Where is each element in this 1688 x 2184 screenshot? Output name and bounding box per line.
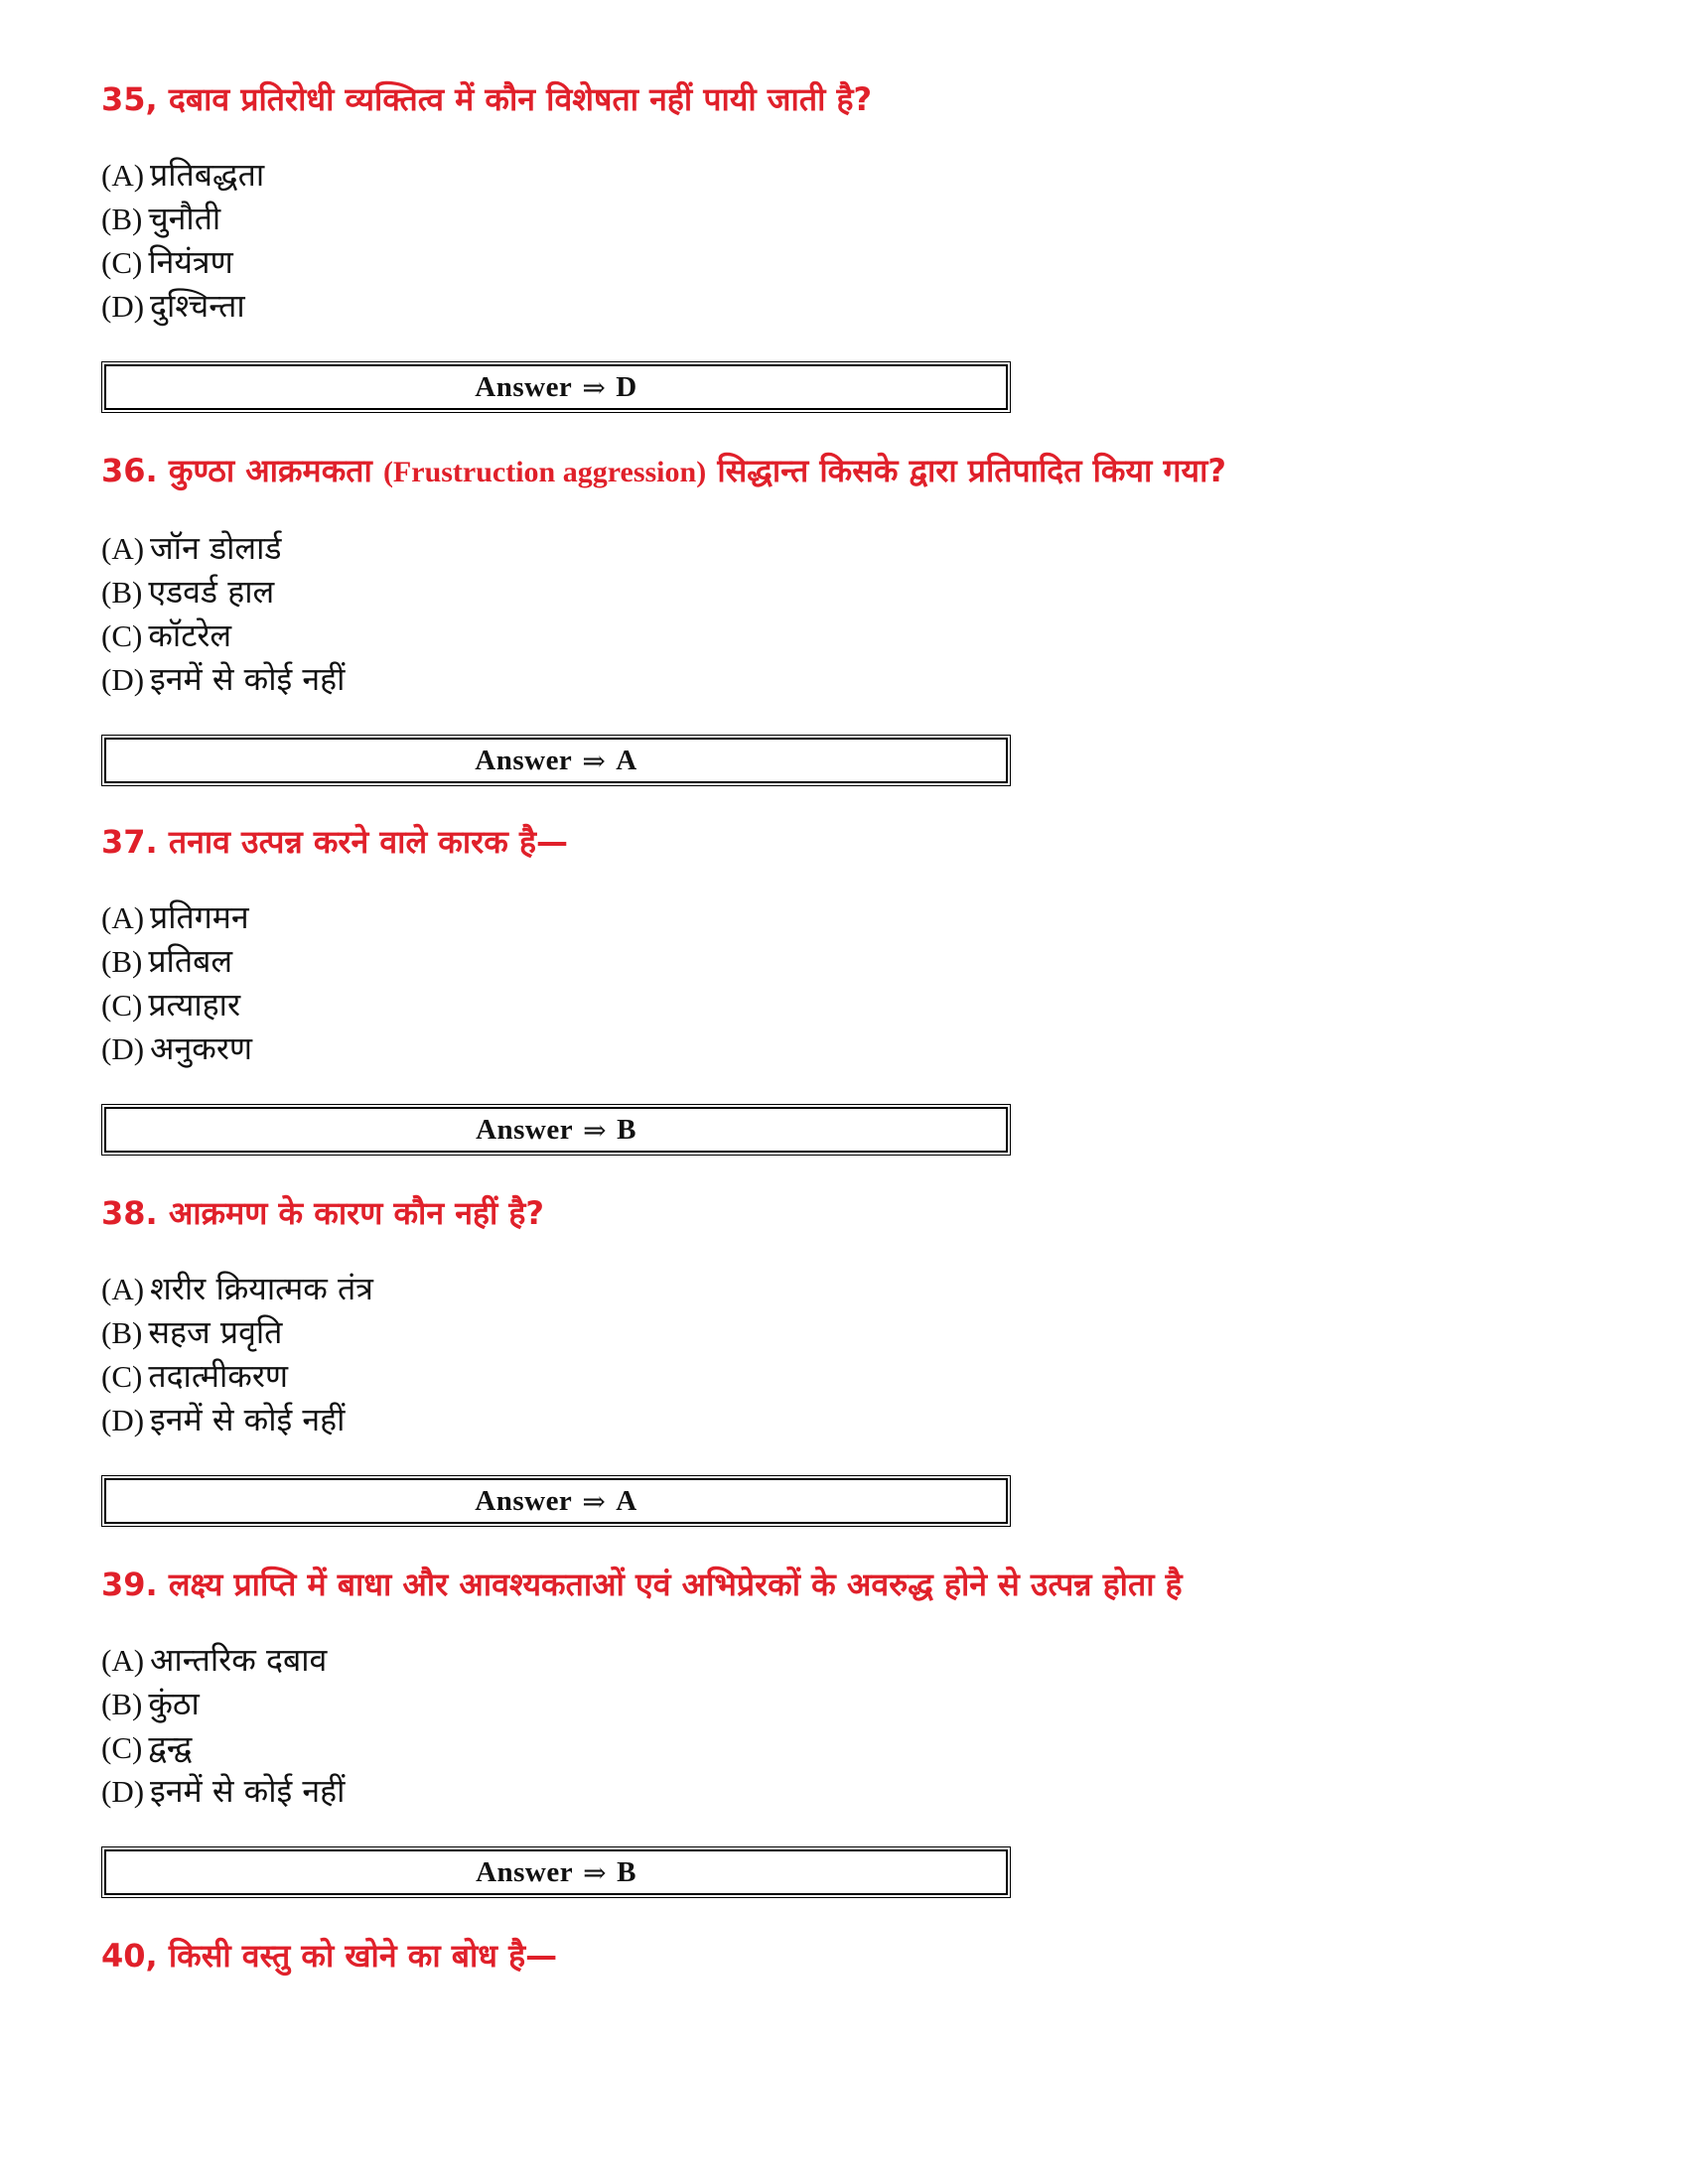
option-text: इनमें से कोई नहीं xyxy=(150,660,346,698)
answer-box xyxy=(101,1104,1011,1156)
option-text: प्रतिबल xyxy=(148,942,233,980)
question-block-37 xyxy=(101,822,1591,1156)
option-b xyxy=(101,1310,1591,1354)
answer-box xyxy=(101,735,1011,786)
option-key: (B) xyxy=(101,1687,143,1721)
question-text: किसी वस्तु को खोने का बोध है— xyxy=(168,1937,558,1975)
option-key: (A) xyxy=(101,1272,145,1306)
option-a xyxy=(101,895,1591,939)
option-text: प्रत्याहार xyxy=(148,986,241,1024)
option-text: दुश्चिन्ता xyxy=(150,287,245,325)
option-key: (C) xyxy=(101,1359,143,1394)
option-text: द्वन्द्व xyxy=(148,1728,193,1766)
answer-label: Answer xyxy=(476,1855,574,1888)
question-block-38 xyxy=(101,1193,1591,1527)
option-a xyxy=(101,153,1591,197)
question-number: 37. xyxy=(101,823,158,861)
option-d xyxy=(101,1398,1591,1441)
option-key: (A) xyxy=(101,158,145,193)
option-b xyxy=(101,197,1591,240)
question-block-40 xyxy=(101,1936,1591,1976)
implies-arrow-icon: ⇒ xyxy=(583,1113,608,1147)
options-list xyxy=(101,1638,1591,1813)
option-text: अनुकरण xyxy=(150,1029,253,1067)
option-text: आन्तरिक दबाव xyxy=(150,1641,328,1679)
option-b xyxy=(101,939,1591,983)
option-text: प्रतिबद्धता xyxy=(150,156,265,194)
question-number: 39. xyxy=(101,1566,158,1603)
answer-value: D xyxy=(616,370,637,403)
option-key: (B) xyxy=(101,202,143,236)
question-38 xyxy=(101,1193,1591,1233)
question-number: 35, xyxy=(101,80,158,118)
implies-arrow-icon: ⇒ xyxy=(582,370,607,404)
options-list xyxy=(101,526,1591,701)
option-key: (A) xyxy=(101,1643,145,1678)
question-text: दबाव प्रतिरोधी व्यक्तित्व में कौन विशेषता नहीं पायी जाती है? xyxy=(168,80,873,118)
answer-value: B xyxy=(617,1113,636,1146)
question-block-35 xyxy=(101,79,1591,413)
option-key: (B) xyxy=(101,944,143,979)
option-a xyxy=(101,1267,1591,1310)
option-key: (D) xyxy=(101,289,145,324)
answer-value: B xyxy=(617,1855,636,1888)
option-text: कुंठा xyxy=(148,1685,200,1722)
option-text: तदात्मीकरण xyxy=(148,1357,289,1395)
option-key: (B) xyxy=(101,575,143,610)
answer-label: Answer xyxy=(476,1113,574,1146)
question-number: 40, xyxy=(101,1937,158,1975)
option-key: (D) xyxy=(101,1031,145,1066)
answer-label: Answer xyxy=(475,1484,573,1517)
option-a xyxy=(101,1638,1591,1682)
option-text: शरीर क्रियात्मक तंत्र xyxy=(150,1270,373,1307)
option-c xyxy=(101,614,1591,657)
answer-label: Answer xyxy=(475,744,573,776)
implies-arrow-icon: ⇒ xyxy=(582,1484,607,1518)
option-key: (C) xyxy=(101,245,143,280)
option-b xyxy=(101,570,1591,614)
option-key: (B) xyxy=(101,1315,143,1350)
answer-box xyxy=(101,1846,1011,1898)
option-key: (D) xyxy=(101,662,145,697)
option-d xyxy=(101,657,1591,701)
question-text: सिद्धान्त किसके द्वारा प्रतिपादित किया गया? xyxy=(717,452,1226,489)
question-36 xyxy=(101,451,1591,492)
question-text: कुण्ठा आक्रमकता xyxy=(168,452,372,489)
option-key: (C) xyxy=(101,988,143,1023)
option-c xyxy=(101,240,1591,284)
option-text: जॉन डोलार्ड xyxy=(150,529,282,567)
question-text-english: (Frustruction aggression) xyxy=(382,456,707,488)
option-c xyxy=(101,1725,1591,1769)
option-c xyxy=(101,1354,1591,1398)
option-key: (C) xyxy=(101,1730,143,1765)
question-block-39 xyxy=(101,1565,1591,1898)
option-key: (C) xyxy=(101,618,143,653)
option-text: इनमें से कोई नहीं xyxy=(150,1401,346,1438)
option-key: (D) xyxy=(101,1403,145,1437)
question-number: 38. xyxy=(101,1194,158,1232)
question-text: तनाव उत्पन्न करने वाले कारक है— xyxy=(168,823,568,861)
option-d xyxy=(101,284,1591,328)
options-list xyxy=(101,153,1591,328)
question-40 xyxy=(101,1936,1591,1976)
question-39 xyxy=(101,1565,1591,1604)
option-text: कॉटरेल xyxy=(148,616,232,654)
option-a xyxy=(101,526,1591,570)
implies-arrow-icon: ⇒ xyxy=(583,1855,608,1889)
answer-value: A xyxy=(616,744,637,776)
question-37 xyxy=(101,822,1591,862)
options-list xyxy=(101,895,1591,1070)
option-c xyxy=(101,983,1591,1026)
question-number: 36. xyxy=(101,452,158,489)
option-text: प्रतिगमन xyxy=(150,898,249,936)
answer-label: Answer xyxy=(475,370,573,403)
implies-arrow-icon: ⇒ xyxy=(582,744,607,777)
option-text: सहज प्रवृति xyxy=(148,1313,283,1351)
option-key: (A) xyxy=(101,531,145,566)
option-b xyxy=(101,1682,1591,1725)
question-35 xyxy=(101,79,1591,119)
answer-box xyxy=(101,1475,1011,1527)
option-key: (A) xyxy=(101,900,145,935)
answer-box xyxy=(101,361,1011,413)
options-list xyxy=(101,1267,1591,1441)
option-key: (D) xyxy=(101,1774,145,1809)
option-text: इनमें से कोई नहीं xyxy=(150,1772,346,1810)
option-text: एडवर्ड हाल xyxy=(148,573,275,611)
question-block-36 xyxy=(101,451,1591,786)
option-text: चुनौती xyxy=(148,200,221,237)
option-d xyxy=(101,1026,1591,1070)
option-d xyxy=(101,1769,1591,1813)
question-text: लक्ष्य प्राप्ति में बाधा और आवश्यकताओं एवं अभिप्रेरकों के अवरुद्ध होने से उत्पन्न होता है xyxy=(168,1566,1183,1603)
option-text: नियंत्रण xyxy=(148,243,233,281)
question-text: आक्रमण के कारण कौन नहीं है? xyxy=(168,1194,544,1232)
answer-value: A xyxy=(616,1484,637,1517)
